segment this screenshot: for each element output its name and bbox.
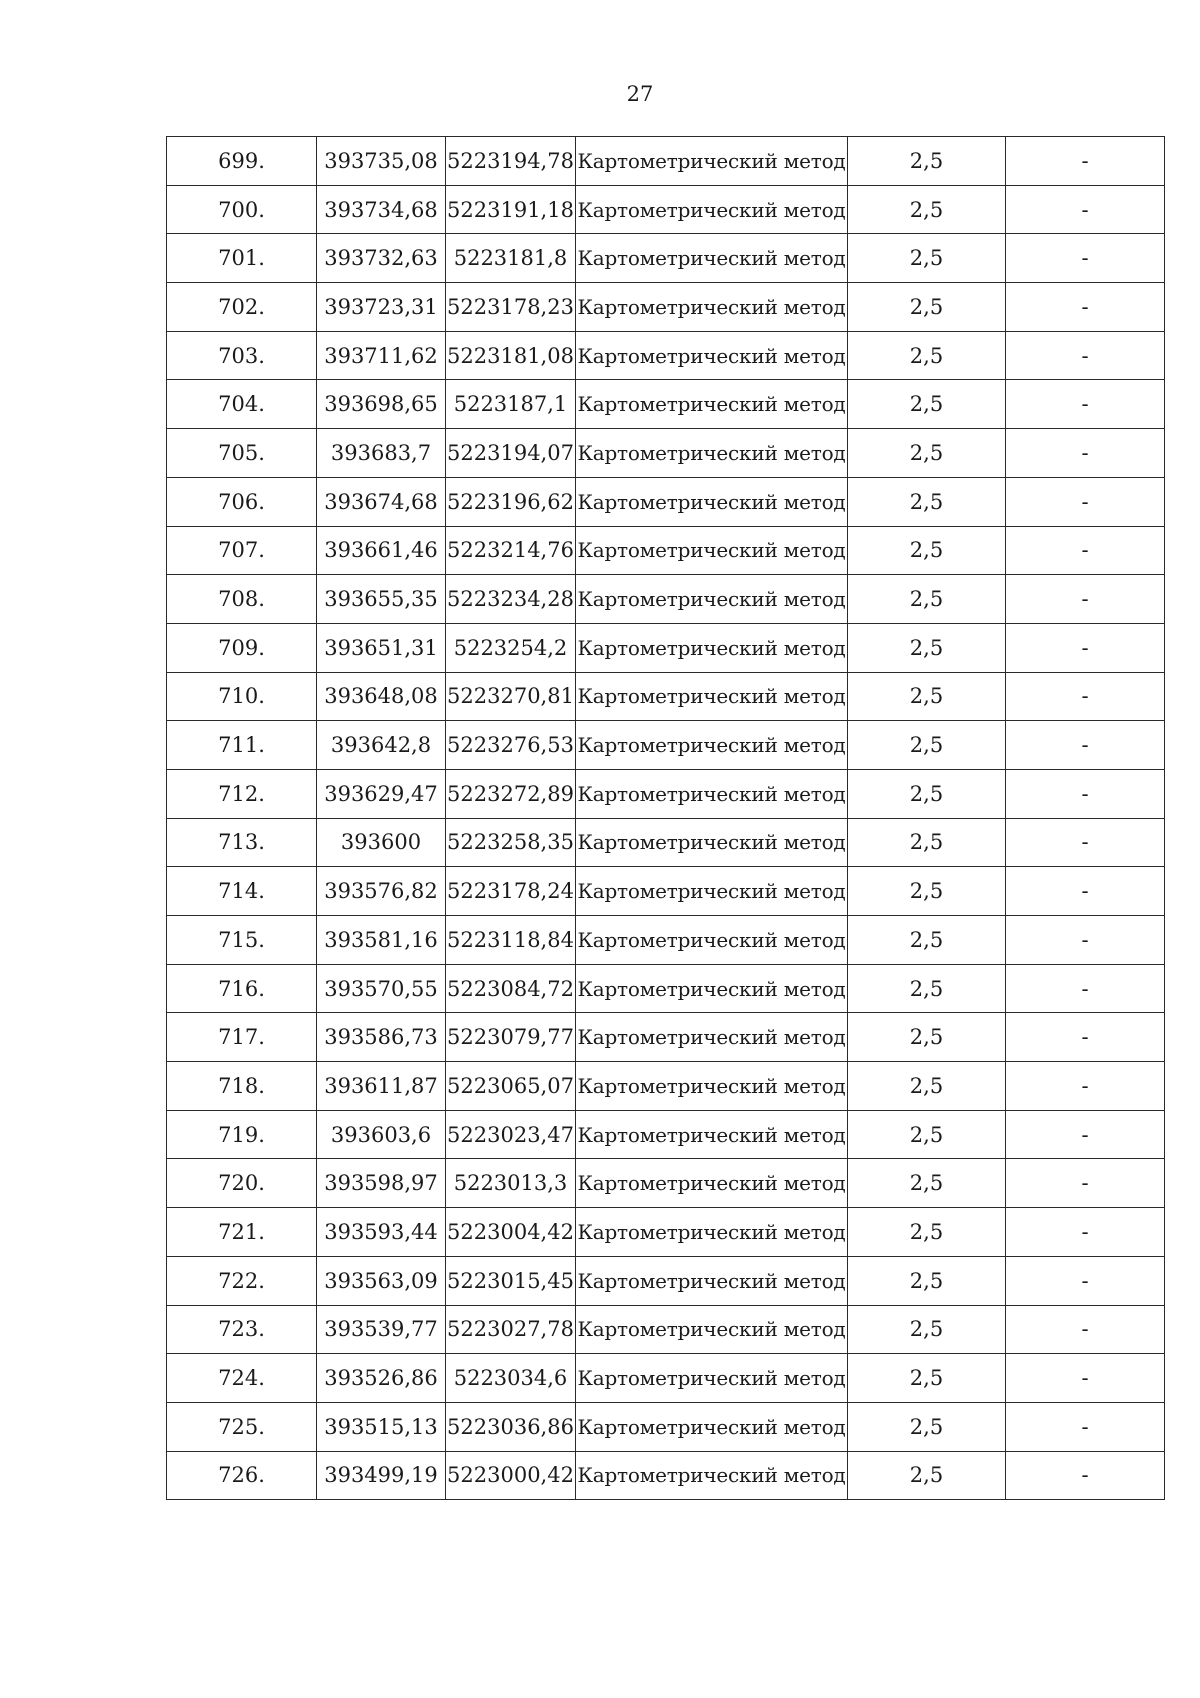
method-cell: Картометрический метод	[576, 1062, 848, 1111]
point-number-cell: 708.	[167, 575, 317, 624]
accuracy-cell: 2,5	[848, 575, 1006, 624]
method-cell: Картометрический метод	[576, 916, 848, 965]
accuracy-cell: 2,5	[848, 283, 1006, 332]
y-coordinate-cell: 5223034,6	[446, 1354, 576, 1403]
note-cell: -	[1006, 1159, 1165, 1208]
x-coordinate-cell: 393661,46	[317, 526, 446, 575]
note-cell: -	[1006, 1305, 1165, 1354]
accuracy-cell: 2,5	[848, 1354, 1006, 1403]
point-number-cell: 723.	[167, 1305, 317, 1354]
table-row	[167, 1062, 1165, 1111]
point-number-cell: 715.	[167, 916, 317, 965]
table-row	[167, 283, 1165, 332]
x-coordinate-cell: 393539,77	[317, 1305, 446, 1354]
y-coordinate-cell: 5223214,76	[446, 526, 576, 575]
accuracy-cell: 2,5	[848, 916, 1006, 965]
x-coordinate-cell: 393570,55	[317, 964, 446, 1013]
point-number-cell: 719.	[167, 1110, 317, 1159]
method-cell: Картометрический метод	[576, 721, 848, 770]
accuracy-cell: 2,5	[848, 1062, 1006, 1111]
x-coordinate-cell: 393683,7	[317, 429, 446, 478]
note-cell: -	[1006, 672, 1165, 721]
point-number-cell: 721.	[167, 1208, 317, 1257]
accuracy-cell: 2,5	[848, 867, 1006, 916]
y-coordinate-cell: 5223270,81	[446, 672, 576, 721]
y-coordinate-cell: 5223196,62	[446, 477, 576, 526]
y-coordinate-cell: 5223013,3	[446, 1159, 576, 1208]
accuracy-cell: 2,5	[848, 526, 1006, 575]
table-row	[167, 575, 1165, 624]
accuracy-cell: 2,5	[848, 672, 1006, 721]
x-coordinate-cell: 393499,19	[317, 1451, 446, 1500]
point-number-cell: 713.	[167, 818, 317, 867]
table-row	[167, 623, 1165, 672]
method-cell: Картометрический метод	[576, 234, 848, 283]
note-cell: -	[1006, 867, 1165, 916]
table-row	[167, 1159, 1165, 1208]
x-coordinate-cell: 393651,31	[317, 623, 446, 672]
note-cell: -	[1006, 331, 1165, 380]
y-coordinate-cell: 5223118,84	[446, 916, 576, 965]
accuracy-cell: 2,5	[848, 769, 1006, 818]
method-cell: Картометрический метод	[576, 769, 848, 818]
y-coordinate-cell: 5223272,89	[446, 769, 576, 818]
y-coordinate-cell: 5223178,24	[446, 867, 576, 916]
method-cell: Картометрический метод	[576, 477, 848, 526]
y-coordinate-cell: 5223258,35	[446, 818, 576, 867]
point-number-cell: 726.	[167, 1451, 317, 1500]
y-coordinate-cell: 5223015,45	[446, 1256, 576, 1305]
accuracy-cell: 2,5	[848, 1305, 1006, 1354]
table-row	[167, 234, 1165, 283]
table-row	[167, 477, 1165, 526]
coordinates-table-body	[167, 137, 1165, 1500]
accuracy-cell: 2,5	[848, 137, 1006, 186]
method-cell: Картометрический метод	[576, 429, 848, 478]
table-row	[167, 1013, 1165, 1062]
point-number-cell: 710.	[167, 672, 317, 721]
x-coordinate-cell: 393600	[317, 818, 446, 867]
method-cell: Картометрический метод	[576, 623, 848, 672]
x-coordinate-cell: 393603,6	[317, 1110, 446, 1159]
table-row	[167, 1305, 1165, 1354]
accuracy-cell: 2,5	[848, 477, 1006, 526]
table-row	[167, 526, 1165, 575]
accuracy-cell: 2,5	[848, 721, 1006, 770]
table-row	[167, 1354, 1165, 1403]
accuracy-cell: 2,5	[848, 429, 1006, 478]
y-coordinate-cell: 5223194,07	[446, 429, 576, 478]
point-number-cell: 712.	[167, 769, 317, 818]
table-row	[167, 1110, 1165, 1159]
method-cell: Картометрический метод	[576, 672, 848, 721]
method-cell: Картометрический метод	[576, 1402, 848, 1451]
point-number-cell: 716.	[167, 964, 317, 1013]
note-cell: -	[1006, 964, 1165, 1013]
accuracy-cell: 2,5	[848, 234, 1006, 283]
note-cell: -	[1006, 477, 1165, 526]
accuracy-cell: 2,5	[848, 1110, 1006, 1159]
note-cell: -	[1006, 769, 1165, 818]
point-number-cell: 706.	[167, 477, 317, 526]
y-coordinate-cell: 5223000,42	[446, 1451, 576, 1500]
accuracy-cell: 2,5	[848, 1013, 1006, 1062]
table-row	[167, 1208, 1165, 1257]
point-number-cell: 707.	[167, 526, 317, 575]
x-coordinate-cell: 393611,87	[317, 1062, 446, 1111]
x-coordinate-cell: 393734,68	[317, 185, 446, 234]
accuracy-cell: 2,5	[848, 185, 1006, 234]
method-cell: Картометрический метод	[576, 818, 848, 867]
coordinates-table	[166, 136, 1165, 1500]
x-coordinate-cell: 393711,62	[317, 331, 446, 380]
x-coordinate-cell: 393674,68	[317, 477, 446, 526]
table-row	[167, 916, 1165, 965]
x-coordinate-cell: 393732,63	[317, 234, 446, 283]
x-coordinate-cell: 393698,65	[317, 380, 446, 429]
table-row	[167, 818, 1165, 867]
x-coordinate-cell: 393648,08	[317, 672, 446, 721]
point-number-cell: 700.	[167, 185, 317, 234]
accuracy-cell: 2,5	[848, 331, 1006, 380]
table-row	[167, 380, 1165, 429]
method-cell: Картометрический метод	[576, 1354, 848, 1403]
point-number-cell: 718.	[167, 1062, 317, 1111]
table-row	[167, 1451, 1165, 1500]
accuracy-cell: 2,5	[848, 964, 1006, 1013]
point-number-cell: 699.	[167, 137, 317, 186]
x-coordinate-cell: 393515,13	[317, 1402, 446, 1451]
x-coordinate-cell: 393598,97	[317, 1159, 446, 1208]
table-row	[167, 964, 1165, 1013]
accuracy-cell: 2,5	[848, 1208, 1006, 1257]
table-row	[167, 1256, 1165, 1305]
accuracy-cell: 2,5	[848, 1159, 1006, 1208]
y-coordinate-cell: 5223023,47	[446, 1110, 576, 1159]
table-row	[167, 1402, 1165, 1451]
method-cell: Картометрический метод	[576, 1208, 848, 1257]
note-cell: -	[1006, 916, 1165, 965]
accuracy-cell: 2,5	[848, 1451, 1006, 1500]
note-cell: -	[1006, 623, 1165, 672]
point-number-cell: 702.	[167, 283, 317, 332]
note-cell: -	[1006, 721, 1165, 770]
point-number-cell: 709.	[167, 623, 317, 672]
point-number-cell: 722.	[167, 1256, 317, 1305]
y-coordinate-cell: 5223065,07	[446, 1062, 576, 1111]
accuracy-cell: 2,5	[848, 1402, 1006, 1451]
method-cell: Картометрический метод	[576, 1159, 848, 1208]
note-cell: -	[1006, 1256, 1165, 1305]
x-coordinate-cell: 393723,31	[317, 283, 446, 332]
note-cell: -	[1006, 380, 1165, 429]
x-coordinate-cell: 393526,86	[317, 1354, 446, 1403]
x-coordinate-cell: 393655,35	[317, 575, 446, 624]
method-cell: Картометрический метод	[576, 331, 848, 380]
note-cell: -	[1006, 526, 1165, 575]
table-row	[167, 185, 1165, 234]
note-cell: -	[1006, 185, 1165, 234]
table-row	[167, 429, 1165, 478]
y-coordinate-cell: 5223181,08	[446, 331, 576, 380]
note-cell: -	[1006, 1110, 1165, 1159]
point-number-cell: 724.	[167, 1354, 317, 1403]
method-cell: Картометрический метод	[576, 185, 848, 234]
method-cell: Картометрический метод	[576, 964, 848, 1013]
method-cell: Картометрический метод	[576, 526, 848, 575]
note-cell: -	[1006, 283, 1165, 332]
y-coordinate-cell: 5223084,72	[446, 964, 576, 1013]
x-coordinate-cell: 393735,08	[317, 137, 446, 186]
note-cell: -	[1006, 1402, 1165, 1451]
method-cell: Картометрический метод	[576, 575, 848, 624]
point-number-cell: 705.	[167, 429, 317, 478]
accuracy-cell: 2,5	[848, 818, 1006, 867]
y-coordinate-cell: 5223036,86	[446, 1402, 576, 1451]
table-row	[167, 867, 1165, 916]
point-number-cell: 704.	[167, 380, 317, 429]
point-number-cell: 725.	[167, 1402, 317, 1451]
note-cell: -	[1006, 137, 1165, 186]
x-coordinate-cell: 393563,09	[317, 1256, 446, 1305]
note-cell: -	[1006, 818, 1165, 867]
method-cell: Картометрический метод	[576, 1256, 848, 1305]
table-row	[167, 721, 1165, 770]
y-coordinate-cell: 5223079,77	[446, 1013, 576, 1062]
method-cell: Картометрический метод	[576, 283, 848, 332]
note-cell: -	[1006, 429, 1165, 478]
y-coordinate-cell: 5223187,1	[446, 380, 576, 429]
method-cell: Картометрический метод	[576, 867, 848, 916]
table-row	[167, 137, 1165, 186]
x-coordinate-cell: 393581,16	[317, 916, 446, 965]
y-coordinate-cell: 5223191,18	[446, 185, 576, 234]
method-cell: Картометрический метод	[576, 1305, 848, 1354]
method-cell: Картометрический метод	[576, 1013, 848, 1062]
note-cell: -	[1006, 1062, 1165, 1111]
table-row	[167, 672, 1165, 721]
page-number: 27	[626, 82, 654, 106]
point-number-cell: 714.	[167, 867, 317, 916]
y-coordinate-cell: 5223194,78	[446, 137, 576, 186]
note-cell: -	[1006, 1208, 1165, 1257]
x-coordinate-cell: 393586,73	[317, 1013, 446, 1062]
point-number-cell: 711.	[167, 721, 317, 770]
note-cell: -	[1006, 1354, 1165, 1403]
y-coordinate-cell: 5223234,28	[446, 575, 576, 624]
x-coordinate-cell: 393593,44	[317, 1208, 446, 1257]
table-row	[167, 331, 1165, 380]
point-number-cell: 703.	[167, 331, 317, 380]
y-coordinate-cell: 5223178,23	[446, 283, 576, 332]
point-number-cell: 717.	[167, 1013, 317, 1062]
x-coordinate-cell: 393642,8	[317, 721, 446, 770]
method-cell: Картометрический метод	[576, 380, 848, 429]
accuracy-cell: 2,5	[848, 623, 1006, 672]
y-coordinate-cell: 5223004,42	[446, 1208, 576, 1257]
note-cell: -	[1006, 1451, 1165, 1500]
point-number-cell: 701.	[167, 234, 317, 283]
method-cell: Картометрический метод	[576, 137, 848, 186]
method-cell: Картометрический метод	[576, 1110, 848, 1159]
y-coordinate-cell: 5223254,2	[446, 623, 576, 672]
accuracy-cell: 2,5	[848, 1256, 1006, 1305]
note-cell: -	[1006, 234, 1165, 283]
y-coordinate-cell: 5223276,53	[446, 721, 576, 770]
x-coordinate-cell: 393629,47	[317, 769, 446, 818]
y-coordinate-cell: 5223181,8	[446, 234, 576, 283]
y-coordinate-cell: 5223027,78	[446, 1305, 576, 1354]
method-cell: Картометрический метод	[576, 1451, 848, 1500]
note-cell: -	[1006, 1013, 1165, 1062]
point-number-cell: 720.	[167, 1159, 317, 1208]
x-coordinate-cell: 393576,82	[317, 867, 446, 916]
note-cell: -	[1006, 575, 1165, 624]
accuracy-cell: 2,5	[848, 380, 1006, 429]
table-row	[167, 769, 1165, 818]
